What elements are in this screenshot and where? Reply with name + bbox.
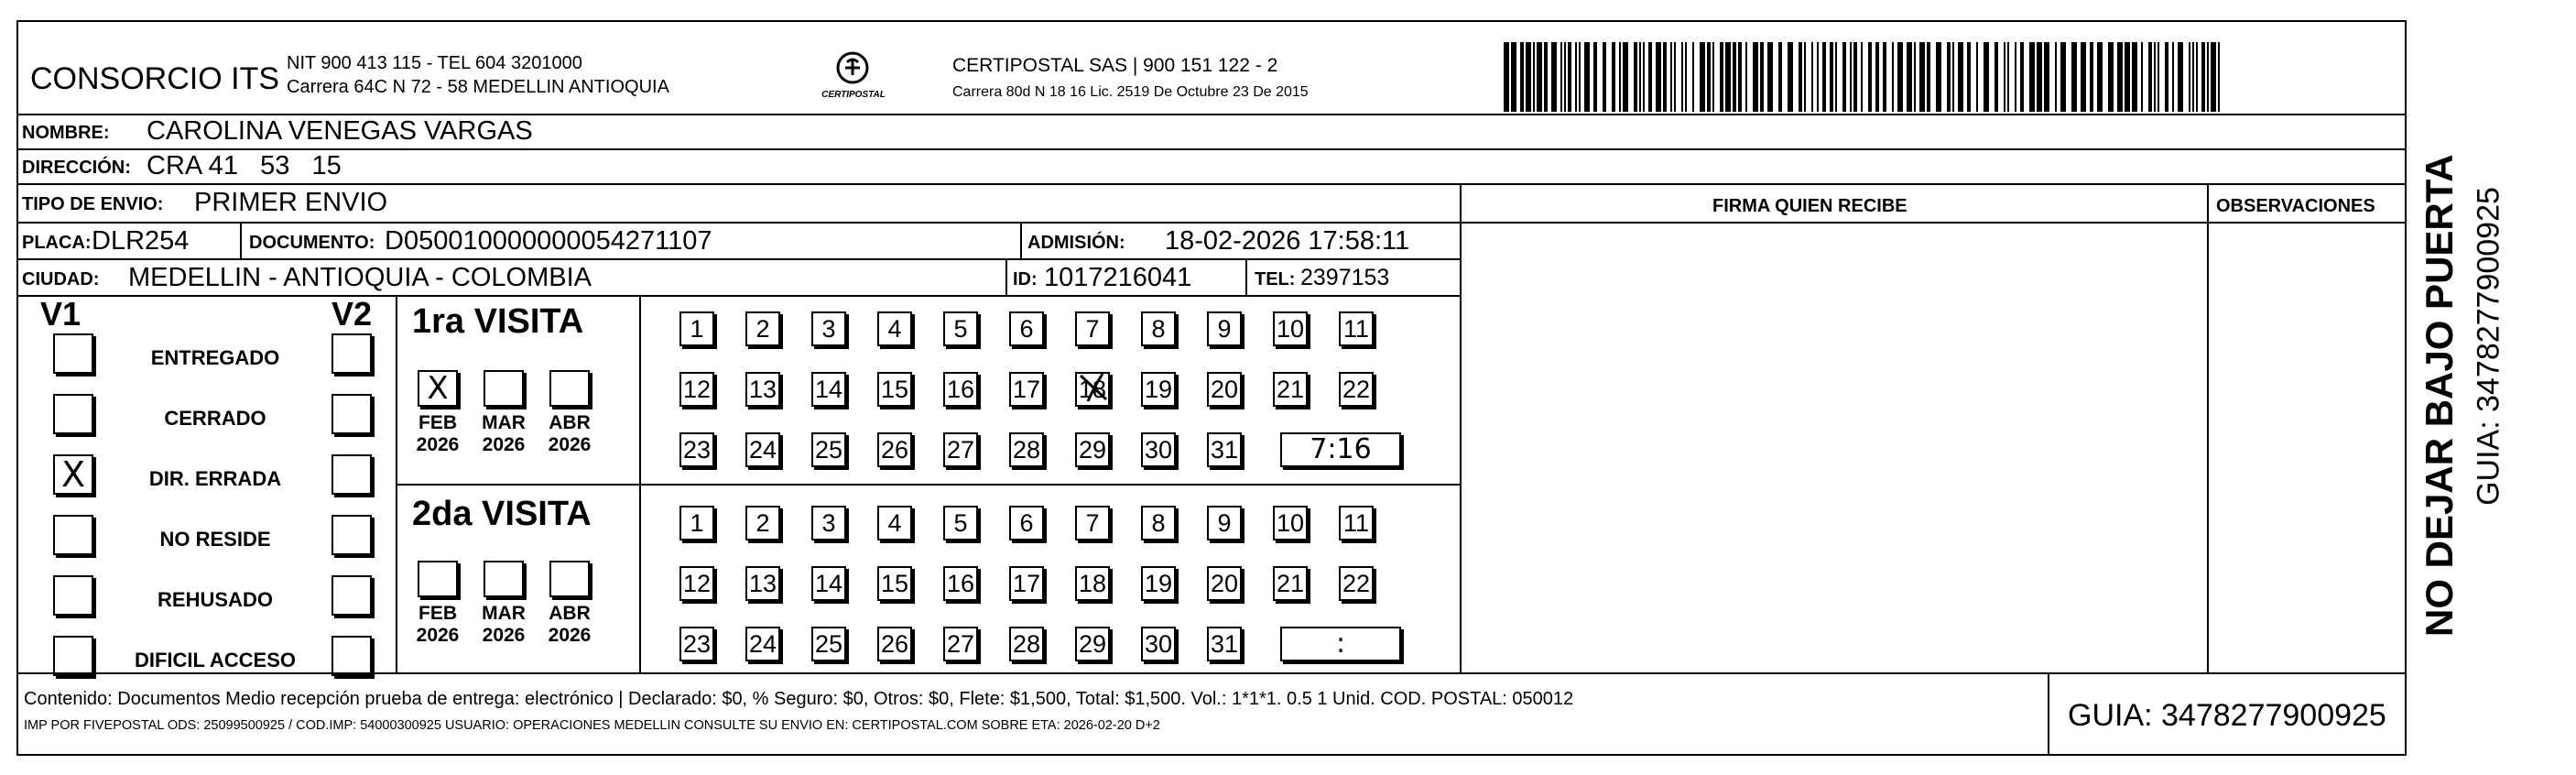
v2-checkbox[interactable] bbox=[332, 575, 372, 616]
second-month-checkbox[interactable] bbox=[484, 561, 524, 597]
second-day-box[interactable]: 1 bbox=[679, 506, 714, 540]
barcode-bar bbox=[1892, 42, 1894, 112]
barcode-bar bbox=[1560, 42, 1562, 112]
second-day-box[interactable]: 2 bbox=[745, 506, 780, 540]
first-day-box[interactable]: 3 bbox=[811, 311, 846, 346]
month-name: MAR bbox=[482, 412, 526, 433]
barcode-bar bbox=[1760, 42, 1764, 112]
first-day-box[interactable]: 19 bbox=[1141, 372, 1176, 407]
second-day-box[interactable]: 18 bbox=[1075, 566, 1110, 601]
barcode-bar bbox=[1681, 42, 1683, 112]
month-label bbox=[409, 603, 466, 647]
carrier-logo bbox=[821, 48, 886, 108]
barcode-bar bbox=[1947, 42, 1951, 112]
admision-value: 18-02-2026 17:58:11 bbox=[1165, 226, 1410, 256]
tipo-value: PRIMER ENVIO bbox=[194, 188, 388, 217]
first-day-box[interactable]: 29 bbox=[1075, 432, 1110, 467]
row-line bbox=[16, 148, 2407, 150]
barcode-bar bbox=[1564, 42, 1566, 112]
first-day-box[interactable]: 12 bbox=[679, 372, 714, 407]
second-day-box[interactable]: 25 bbox=[811, 627, 846, 661]
ciudad-value: MEDELLIN - ANTIOQUIA - COLOMBIA bbox=[128, 263, 592, 292]
company-line-2: Carrera 64C N 72 - 58 MEDELLIN ANTIOQUIA bbox=[287, 77, 669, 97]
barcode-bar bbox=[1976, 42, 1978, 112]
barcode-bar bbox=[2117, 42, 2123, 112]
barcode-bar bbox=[1811, 42, 1813, 112]
barcode-bar bbox=[1720, 42, 1723, 112]
second-day-box[interactable]: 28 bbox=[1009, 627, 1044, 661]
barcode-bar bbox=[1853, 42, 1857, 112]
barcode-bar bbox=[1674, 42, 1676, 112]
barcode-bar bbox=[2148, 42, 2152, 112]
carrier-line-2: Carrera 80d N 18 16 Lic. 2519 De Octubre 23 De 2015 bbox=[952, 84, 1309, 100]
first-day-box[interactable]: 31 bbox=[1207, 432, 1242, 467]
barcode-bar bbox=[2211, 42, 2216, 112]
barcode-bar bbox=[2154, 42, 2156, 112]
second-day-box[interactable]: 13 bbox=[745, 566, 780, 601]
second-day-box[interactable]: 5 bbox=[943, 506, 978, 540]
barcode-bar bbox=[1753, 42, 1758, 112]
month-label bbox=[541, 603, 598, 647]
placa-label: PLACA: bbox=[22, 233, 92, 253]
barcode-bar bbox=[1656, 42, 1661, 112]
barcode-bar bbox=[1663, 42, 1667, 112]
barcode-bar bbox=[1612, 42, 1615, 112]
first-day-box-marked[interactable]: 18 bbox=[1075, 372, 1110, 407]
v1-label: V1 bbox=[40, 295, 82, 333]
v1-checkbox[interactable] bbox=[53, 394, 93, 434]
barcode-bar bbox=[1712, 42, 1714, 112]
barcode-bar bbox=[1692, 42, 1694, 112]
row-line bbox=[16, 183, 2407, 185]
barcode-bar bbox=[1984, 42, 1989, 112]
barcode-bar bbox=[1958, 42, 1963, 112]
month-name: MAR bbox=[482, 603, 526, 624]
second-day-box[interactable]: 23 bbox=[679, 627, 714, 661]
documento-value: D050010000000054271107 bbox=[385, 226, 712, 256]
cell-divider bbox=[1245, 258, 1247, 295]
barcode-bar bbox=[2178, 42, 2183, 112]
cell-divider bbox=[240, 222, 242, 258]
first-month-checkbox[interactable] bbox=[484, 370, 524, 407]
v2-checkbox[interactable] bbox=[332, 333, 372, 374]
nombre-label: NOMBRE: bbox=[22, 123, 110, 143]
direccion-value: CRA 41 53 15 bbox=[147, 151, 342, 180]
barcode-bar bbox=[1804, 42, 1806, 112]
barcode-bar bbox=[1648, 42, 1652, 112]
status-label: CERRADO bbox=[164, 407, 266, 430]
barcode-bar bbox=[1504, 42, 1509, 112]
company-line-1: NIT 900 413 115 - TEL 604 3201000 bbox=[287, 53, 582, 73]
first-day-box[interactable]: 6 bbox=[1009, 311, 1044, 346]
barcode-bar bbox=[2071, 42, 2077, 112]
barcode-bar bbox=[1994, 42, 1998, 112]
first-day-box[interactable]: 30 bbox=[1141, 432, 1176, 467]
v2-checkbox[interactable] bbox=[332, 515, 372, 555]
first-day-box[interactable]: 17 bbox=[1009, 372, 1044, 407]
status-label: DIFICIL ACCESO bbox=[134, 649, 296, 671]
first-day-box[interactable]: 28 bbox=[1009, 432, 1044, 467]
barcode-bar bbox=[1868, 42, 1872, 112]
second-day-box[interactable]: 9 bbox=[1207, 506, 1242, 540]
v2-label: V2 bbox=[332, 295, 373, 333]
first-day-box[interactable]: 25 bbox=[811, 432, 846, 467]
barcode-bar bbox=[2189, 42, 2190, 112]
second-day-box[interactable]: 4 bbox=[877, 506, 912, 540]
id-value: 1017216041 bbox=[1044, 263, 1192, 292]
second-day-box[interactable]: 24 bbox=[745, 627, 780, 661]
v2-checkbox[interactable] bbox=[332, 454, 372, 495]
barcode-bar bbox=[2060, 42, 2066, 112]
second-day-box[interactable]: 7 bbox=[1075, 506, 1110, 540]
second-day-box[interactable]: 27 bbox=[943, 627, 978, 661]
obs-divider bbox=[2207, 183, 2209, 672]
direccion-label: DIRECCIÓN: bbox=[22, 158, 131, 178]
barcode-bar bbox=[1568, 42, 1571, 112]
second-day-box[interactable]: 29 bbox=[1075, 627, 1110, 661]
first-day-box[interactable]: 14 bbox=[811, 372, 846, 407]
month-year: 2026 bbox=[482, 434, 526, 455]
month-name: ABR bbox=[549, 603, 591, 624]
barcode-bar bbox=[1927, 42, 1930, 112]
second-day-box[interactable]: 31 bbox=[1207, 627, 1242, 661]
barcode-bar bbox=[2132, 42, 2137, 112]
v1-checkbox[interactable] bbox=[53, 333, 93, 374]
barcode-bar bbox=[1575, 42, 1577, 112]
first-day-box[interactable]: 27 bbox=[943, 432, 978, 467]
barcode-bar bbox=[2218, 42, 2220, 112]
barcode-bar bbox=[2090, 42, 2093, 112]
month-label bbox=[541, 412, 598, 456]
second-day-box[interactable]: 8 bbox=[1141, 506, 1176, 540]
barcode-bar bbox=[1835, 42, 1837, 112]
carrier-line-1: CERTIPOSTAL SAS | 900 151 122 - 2 bbox=[952, 55, 1278, 76]
barcode-bar bbox=[1936, 42, 1941, 112]
first-day-box[interactable]: 4 bbox=[877, 311, 912, 346]
second-visit-title: 2da VISITA bbox=[412, 495, 592, 533]
second-day-box[interactable]: 19 bbox=[1141, 566, 1176, 601]
first-day-box[interactable]: 10 bbox=[1273, 311, 1308, 346]
first-day-box[interactable]: 7 bbox=[1075, 311, 1110, 346]
logo-text: CERTIPOSTAL bbox=[821, 90, 886, 100]
barcode-bar bbox=[2207, 42, 2209, 112]
guia-side-text: GUIA: 3478277900925 bbox=[2471, 187, 2506, 506]
company-name: CONSORCIO ITS bbox=[30, 61, 280, 96]
first-day-box[interactable]: 8 bbox=[1141, 311, 1176, 346]
barcode-bar bbox=[2007, 42, 2009, 112]
second-day-box[interactable]: 22 bbox=[1339, 566, 1374, 601]
first-visit-title: 1ra VISITA bbox=[412, 302, 584, 341]
second-day-box[interactable]: 11 bbox=[1339, 506, 1374, 540]
second-day-box[interactable]: 10 bbox=[1273, 506, 1308, 540]
v1-checkbox[interactable] bbox=[53, 515, 93, 555]
footer-guia: GUIA: 3478277900925 bbox=[2068, 698, 2386, 733]
first-day-box[interactable]: 21 bbox=[1273, 372, 1308, 407]
barcode-bar bbox=[1579, 42, 1581, 112]
footer-divider bbox=[2048, 672, 2049, 756]
barcode-bar bbox=[2055, 42, 2057, 112]
barcode-bar bbox=[1822, 42, 1826, 112]
barcode-bar bbox=[1738, 42, 1742, 112]
v1-checkbox[interactable]: X bbox=[53, 454, 93, 495]
barcode-bar bbox=[1537, 42, 1542, 112]
barcode-bar bbox=[1511, 42, 1516, 112]
first-day-box[interactable]: 22 bbox=[1339, 372, 1374, 407]
barcode-bar bbox=[2097, 42, 2103, 112]
first-day-box[interactable]: 20 bbox=[1207, 372, 1242, 407]
first-day-box[interactable]: 11 bbox=[1339, 311, 1374, 346]
first-day-box[interactable]: 1 bbox=[679, 311, 714, 346]
row-line bbox=[16, 295, 1462, 297]
first-month-checkbox[interactable]: X bbox=[418, 370, 458, 407]
placa-value: DLR254 bbox=[92, 226, 190, 256]
barcode-bar bbox=[1914, 42, 1916, 112]
barcode-bar bbox=[1733, 42, 1736, 112]
first-day-box[interactable]: 9 bbox=[1207, 311, 1242, 346]
firma-label: FIRMA QUIEN RECIBE bbox=[1712, 196, 1908, 216]
first-day-box[interactable]: 2 bbox=[745, 311, 780, 346]
barcode-bar bbox=[1639, 42, 1641, 112]
second-day-box[interactable]: 17 bbox=[1009, 566, 1044, 601]
barcode bbox=[1500, 42, 2225, 112]
second-day-box[interactable]: 12 bbox=[679, 566, 714, 601]
row-line bbox=[16, 222, 2407, 224]
first-day-box[interactable]: 15 bbox=[877, 372, 912, 407]
barcode-bar bbox=[1700, 42, 1705, 112]
month-label bbox=[409, 412, 466, 456]
v2-checkbox[interactable] bbox=[332, 394, 372, 434]
first-day-box[interactable]: 16 bbox=[943, 372, 978, 407]
barcode-bar bbox=[1919, 42, 1925, 112]
second-day-box[interactable]: 20 bbox=[1207, 566, 1242, 601]
barcode-bar bbox=[2192, 42, 2194, 112]
divider bbox=[16, 114, 2407, 115]
tel-value: 2397153 bbox=[1300, 265, 1390, 290]
cell-divider bbox=[1005, 258, 1007, 295]
v1-checkbox[interactable] bbox=[53, 575, 93, 616]
v2-checkbox[interactable] bbox=[332, 636, 372, 676]
month-label bbox=[475, 603, 532, 647]
barcode-bar bbox=[1745, 42, 1747, 112]
barcode-bar bbox=[2081, 42, 2086, 112]
second-day-box[interactable]: 3 bbox=[811, 506, 846, 540]
barcode-bar bbox=[1883, 42, 1886, 112]
first-day-box[interactable]: 5 bbox=[943, 311, 978, 346]
documento-label: DOCUMENTO: bbox=[249, 233, 375, 253]
cell-divider bbox=[1020, 222, 1022, 258]
barcode-bar bbox=[1593, 42, 1597, 112]
handwritten-mark bbox=[1075, 370, 1112, 407]
observaciones-label: OBSERVACIONES bbox=[2216, 196, 2375, 216]
admision-label: ADMISIÓN: bbox=[1027, 233, 1125, 253]
barcode-bar bbox=[1850, 42, 1852, 112]
barcode-bar bbox=[2196, 42, 2198, 112]
barcode-bar bbox=[1643, 42, 1645, 112]
barcode-bar bbox=[2158, 42, 2159, 112]
status-label: REHUSADO bbox=[158, 588, 273, 611]
barcode-bar bbox=[1670, 42, 1672, 112]
first-day-box[interactable]: 23 bbox=[679, 432, 714, 467]
first-time-box[interactable]: 7:16 bbox=[1280, 432, 1401, 467]
second-time-box[interactable]: : bbox=[1280, 627, 1401, 661]
barcode-bar bbox=[1520, 42, 1524, 112]
barcode-bar bbox=[1788, 42, 1793, 112]
second-day-box[interactable]: 16 bbox=[943, 566, 978, 601]
barcode-bar bbox=[1842, 42, 1846, 112]
barcode-bar bbox=[1634, 42, 1637, 112]
barcode-bar bbox=[2004, 42, 2005, 112]
month-label bbox=[475, 412, 532, 456]
barcode-bar bbox=[2015, 42, 2016, 112]
barcode-bar bbox=[2029, 42, 2035, 112]
barcode-bar bbox=[2044, 42, 2049, 112]
barcode-bar bbox=[1725, 42, 1731, 112]
barcode-bar bbox=[2141, 42, 2143, 112]
barcode-bar bbox=[1799, 42, 1802, 112]
barcode-bar bbox=[1778, 42, 1782, 112]
barcode-bar bbox=[1707, 42, 1711, 112]
month-year: 2026 bbox=[548, 625, 592, 646]
barcode-bar bbox=[1767, 42, 1773, 112]
month-year: 2026 bbox=[548, 434, 592, 455]
barcode-bar bbox=[1623, 42, 1628, 112]
barcode-bar bbox=[1952, 42, 1954, 112]
v1-checkbox[interactable] bbox=[53, 636, 93, 676]
month-year: 2026 bbox=[416, 434, 460, 455]
barcode-bar bbox=[1603, 42, 1606, 112]
barcode-bar bbox=[1967, 42, 1971, 112]
first-month-checkbox[interactable] bbox=[549, 370, 590, 407]
barcode-bar bbox=[2037, 42, 2042, 112]
barcode-bar bbox=[2125, 42, 2130, 112]
id-label: ID: bbox=[1013, 269, 1038, 289]
barcode-bar bbox=[2172, 42, 2174, 112]
barcode-bar bbox=[1830, 42, 1833, 112]
barcode-bar bbox=[1907, 42, 1912, 112]
barcode-bar bbox=[1897, 42, 1903, 112]
nombre-value: CAROLINA VENEGAS VARGAS bbox=[147, 116, 533, 146]
tipo-label: TIPO DE ENVIO: bbox=[22, 194, 164, 214]
barcode-bar bbox=[1861, 42, 1863, 112]
first-day-box[interactable]: 24 bbox=[745, 432, 780, 467]
visit-separator bbox=[396, 484, 1462, 486]
month-year: 2026 bbox=[416, 625, 460, 646]
status-label: NO RESIDE bbox=[159, 528, 271, 551]
month-name: FEB bbox=[418, 603, 457, 624]
barcode-bar bbox=[1619, 42, 1621, 112]
barcode-bar bbox=[1875, 42, 1879, 112]
firma-divider bbox=[1460, 183, 1462, 672]
barcode-bar bbox=[2201, 42, 2205, 112]
second-day-box[interactable]: 30 bbox=[1141, 627, 1176, 661]
month-year: 2026 bbox=[482, 625, 526, 646]
barcode-bar bbox=[1685, 42, 1687, 112]
second-month-checkbox[interactable] bbox=[549, 561, 590, 597]
barcode-bar bbox=[2020, 42, 2024, 112]
footer-imp: IMP POR FIVEPOSTAL ODS: 25099500925 / COD.IMP: 54000300925 USUARIO: OPERACIONES MEDELLIN CONSULTE SU ENVIO EN: CERTIPOSTAL.COM SOBRE ETA: 2026-02-20 D+2 bbox=[24, 718, 1160, 733]
footer-content: Contenido: Documentos Medio recepción prueba de entrega: electrónico | Declarado: $0, % Seguro: $0, Otros: $0, Flete: $1,500, Total: $1,500. Vol.: 1*1*1. 0.5 1 Unid. COD. POSTAL: 050012 bbox=[24, 689, 1574, 709]
barcode-bar bbox=[1533, 42, 1535, 112]
second-day-box[interactable]: 21 bbox=[1273, 566, 1308, 601]
second-day-box[interactable]: 15 bbox=[877, 566, 912, 601]
status-label: DIR. ERRADA bbox=[148, 467, 282, 490]
ciudad-label: CIUDAD: bbox=[22, 269, 100, 289]
second-day-box[interactable]: 26 bbox=[877, 627, 912, 661]
second-day-box[interactable]: 6 bbox=[1009, 506, 1044, 540]
status-label: ENTREGADO bbox=[150, 346, 280, 369]
month-name: ABR bbox=[549, 412, 591, 433]
barcode-bar bbox=[1817, 42, 1819, 112]
second-month-checkbox[interactable] bbox=[418, 561, 458, 597]
month-name: FEB bbox=[418, 412, 457, 433]
barcode-bar bbox=[1551, 42, 1557, 112]
barcode-bar bbox=[1526, 42, 1531, 112]
no-dejar-text: NO DEJAR BAJO PUERTA bbox=[2418, 154, 2461, 637]
first-day-box[interactable]: 13 bbox=[745, 372, 780, 407]
second-day-box[interactable]: 14 bbox=[811, 566, 846, 601]
first-day-box[interactable]: 26 bbox=[877, 432, 912, 467]
barcode-bar bbox=[2108, 42, 2114, 112]
barcode-bar bbox=[1584, 42, 1590, 112]
barcode-bar bbox=[1544, 42, 1548, 112]
tel-label: TEL: bbox=[1255, 269, 1296, 289]
barcode-bar bbox=[2165, 42, 2168, 112]
